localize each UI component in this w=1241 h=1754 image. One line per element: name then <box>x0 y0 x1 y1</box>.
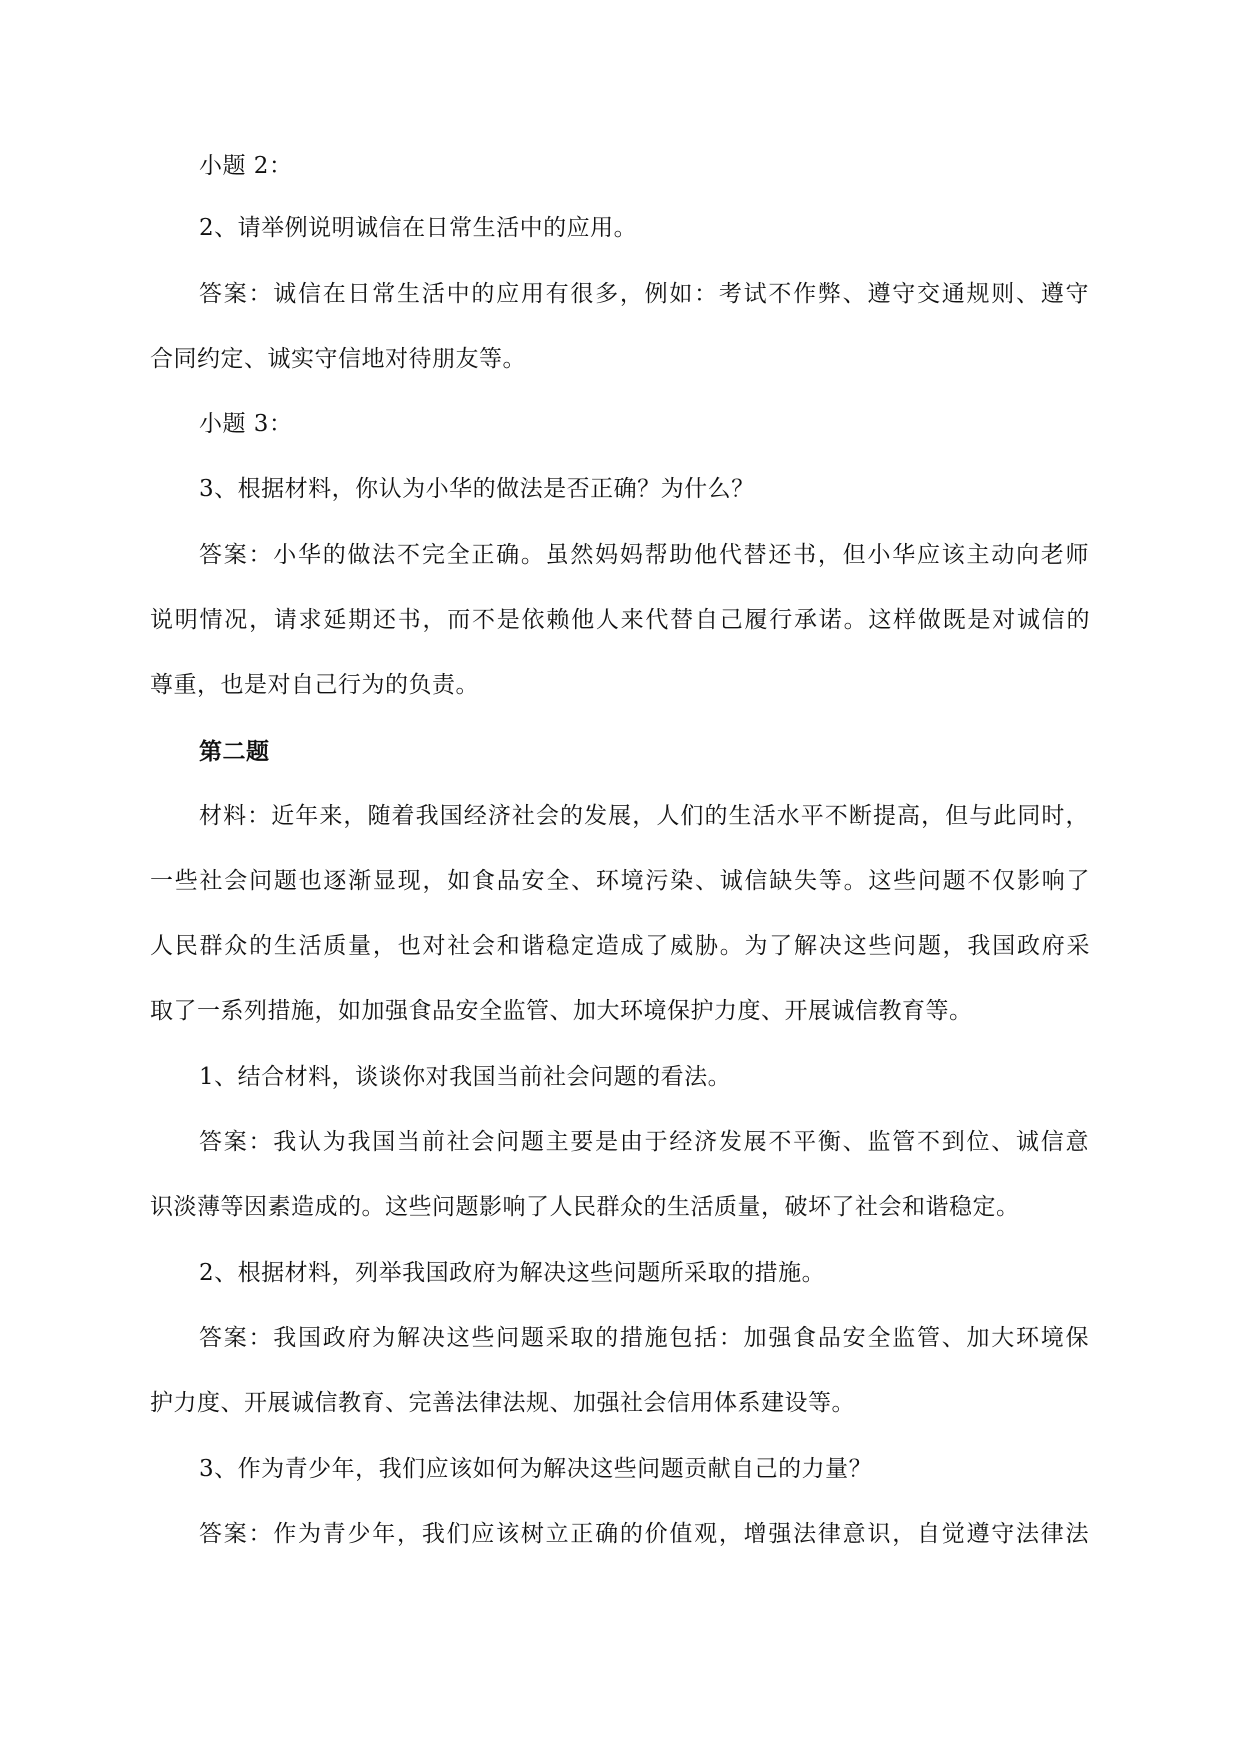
answer-text-continued: 尊重，也是对自己行为的负责。 <box>150 672 479 698</box>
answer-text: 答案：作为青少年，我们应该树立正确的价值观，增强法律意识，自觉遵守法律法 <box>199 1521 1089 1547</box>
subquestion-3-heading: 小题 3： <box>199 411 293 437</box>
answer-text-continued: 说明情况，请求延期还书，而不是依赖他人来代替自己履行承诺。这样做既是对诚信的 <box>150 607 1090 633</box>
question-text: 1、结合材料，谈谈你对我国当前社会问题的看法。 <box>199 1064 732 1090</box>
material-text-continued: 一些社会问题也逐渐显现，如食品安全、环境污染、诚信缺失等。这些问题不仅影响了 <box>150 868 1090 894</box>
answer-text: 答案：诚信在日常生活中的应用有很多，例如：考试不作弊、遵守交通规则、遵守 <box>199 281 1089 307</box>
answer-text-continued: 护力度、开展诚信教育、完善法律法规、加强社会信用体系建设等。 <box>150 1390 855 1416</box>
answer-text: 答案：小华的做法不完全正确。虽然妈妈帮助他代替还书，但小华应该主动向老师 <box>199 542 1089 568</box>
material-text: 材料：近年来，随着我国经济社会的发展，人们的生活水平不断提高，但与此同时， <box>199 803 1089 829</box>
material-text-continued: 取了一系列措施，如加强食品安全监管、加大环境保护力度、开展诚信教育等。 <box>150 998 973 1024</box>
answer-text-continued: 合同约定、诚实守信地对待朋友等。 <box>150 346 526 372</box>
question-text: 3、作为青少年，我们应该如何为解决这些问题贡献自己的力量？ <box>199 1456 873 1482</box>
subquestion-2-heading: 小题 2： <box>199 153 293 179</box>
answer-text: 答案：我国政府为解决这些问题采取的措施包括：加强食品安全监管、加大环境保 <box>199 1325 1089 1351</box>
material-text-continued: 人民群众的生活质量，也对社会和谐稳定造成了威胁。为了解决这些问题，我国政府采 <box>150 933 1090 959</box>
question-text: 3、根据材料，你认为小华的做法是否正确？为什么？ <box>199 476 755 502</box>
answer-text-continued: 识淡薄等因素造成的。这些问题影响了人民群众的生活质量，破坏了社会和谐稳定。 <box>150 1194 1020 1220</box>
question-text: 2、根据材料，列举我国政府为解决这些问题所采取的措施。 <box>199 1260 826 1286</box>
question-text: 2、请举例说明诚信在日常生活中的应用。 <box>199 215 638 241</box>
section-title-second-question: 第二题 <box>199 738 270 765</box>
answer-text: 答案：我认为我国当前社会问题主要是由于经济发展不平衡、监管不到位、诚信意 <box>199 1129 1089 1155</box>
